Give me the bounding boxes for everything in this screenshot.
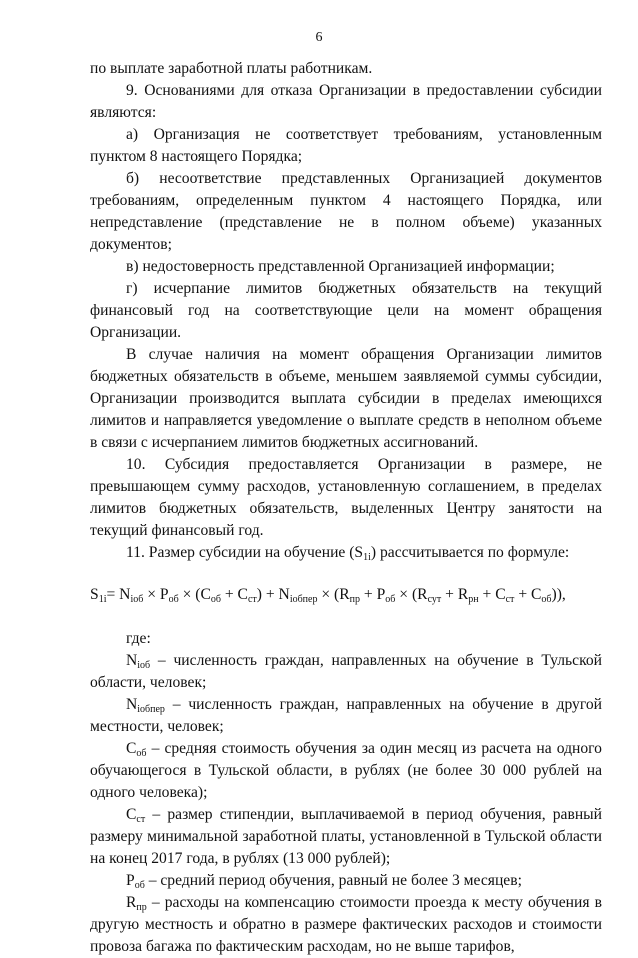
paragraph: по выплате заработной платы работникам. [90, 60, 373, 77]
symbol-sub: ст [136, 814, 146, 825]
formula-sub: ст [505, 594, 515, 605]
formula-sub: об [210, 594, 221, 605]
paragraph: 10. Субсидия предоставляется Организации в размере, не превышающем сумму расходов, установленную соглашением, в пределах лимитов бюджетных обязательств, выделенных Центру занятости на текущий финансовый год. [90, 456, 602, 539]
paragraph: в) недостоверность представленной Организацией информации; [126, 258, 555, 275]
formula-sub: 1i [98, 594, 107, 605]
symbol-sub: об [134, 880, 145, 891]
definition-text: – численность граждан, направленных на обучение в Тульской области, человек; [90, 652, 603, 691]
formula-part: × P [143, 586, 169, 603]
symbol: C [126, 806, 137, 823]
symbol-sub: iоб [137, 660, 151, 671]
symbol: N [126, 696, 138, 713]
subscript: 1i [363, 552, 371, 563]
formula-part: = N [106, 586, 131, 603]
definition-n-iobper [90, 694, 602, 738]
paragraph: 9. Основаниями для отказа Организации в предоставлении субсидии являются: [90, 82, 602, 121]
formula-sub: iоб [130, 594, 144, 605]
symbol: N [126, 652, 138, 669]
formula [90, 584, 602, 606]
symbol-sub: пр [136, 902, 147, 913]
definition-c-ob [90, 738, 602, 804]
formula-part: + C [478, 586, 506, 603]
formula-part: + C [514, 586, 542, 603]
paragraph: где: [126, 630, 151, 647]
formula-part: + C [220, 586, 248, 603]
document-body [90, 58, 602, 958]
text: ) рассчитывается по формуле: [370, 544, 570, 561]
formula-part: + R [441, 586, 469, 603]
formula-part: )), [551, 586, 566, 603]
definition-text: – средняя стоимость обучения за один месяц из расчета на одного обучающегося в Тульской области, в рублях (не более 30 000 рублей на одного человека); [90, 740, 602, 801]
symbol-sub: об [136, 748, 147, 759]
formula-sub: ст [247, 594, 257, 605]
symbol: R [126, 894, 137, 911]
definition-r-pr [90, 892, 602, 958]
formula-sub: об [168, 594, 179, 605]
symbol: C [126, 740, 137, 757]
paragraph: г) исчерпание лимитов бюджетных обязательств на текущий финансовый год на соответствующие цели на момент обращения Организации. [90, 280, 602, 341]
text: 11. Размер субсидии на обучение (S [126, 544, 364, 561]
formula-sub: об [385, 594, 396, 605]
formula-part: × (C [178, 586, 211, 603]
definition-text: – размер стипендии, выплачиваемой в период обучения, равный размеру минимальной заработной платы, установленной в Тульской области на конец 2017 года, в рублях (13 000 рублей); [90, 806, 603, 867]
symbol: P [126, 872, 135, 889]
formula-part: + P [360, 586, 386, 603]
formula-sub: сут [427, 594, 442, 605]
formula-sub: рн [468, 594, 479, 605]
formula-part: ) + N [256, 586, 290, 603]
page-number: 6 [315, 30, 323, 45]
formula-sub: об [541, 594, 552, 605]
definition-c-st [90, 804, 602, 870]
symbol-sub: iобпер [137, 704, 165, 715]
paragraph: а) Организация не соответствует требованиям, установленным пунктом 8 настоящего Порядка; [90, 126, 602, 165]
definition-text: – расходы на компенсацию стоимости проезда к месту обучения в другую местность и обратно в размере фактических расходов и стоимости провоза багажа по фактическим расходам, но не выше тарифов, [90, 894, 602, 955]
formula-part: × (R [317, 586, 350, 603]
definition-n-iob [90, 650, 602, 694]
paragraph: б) несоответствие представленных Организацией документов требованиям, определенным пунктом 4 настоящего Порядка, или непредставление (представление не в полном объеме) указанных документов; [90, 170, 602, 253]
definition-text: – численность граждан, направленных на обучение в другой местности, человек; [90, 696, 603, 735]
formula-part: S [90, 586, 99, 603]
paragraph: В случае наличия на момент обращения Организации лимитов бюджетных обязательств в объеме, меньшем заявляемой суммы субсидии, Организации производится выплата субсидии в пределах имеющихся лимитов и направляется уведомление о выплате средств в неполном объеме в связи с исчерпанием лимитов бюджетных ассигнований. [90, 346, 602, 451]
formula-sub: iобпер [289, 594, 318, 605]
definition-p-ob [90, 870, 602, 892]
definition-text: – средний период обучения, равный не более 3 месяцев; [148, 872, 522, 889]
formula-sub: пр [349, 594, 361, 605]
paragraph [90, 542, 602, 564]
formula-part: × (R [395, 586, 428, 603]
